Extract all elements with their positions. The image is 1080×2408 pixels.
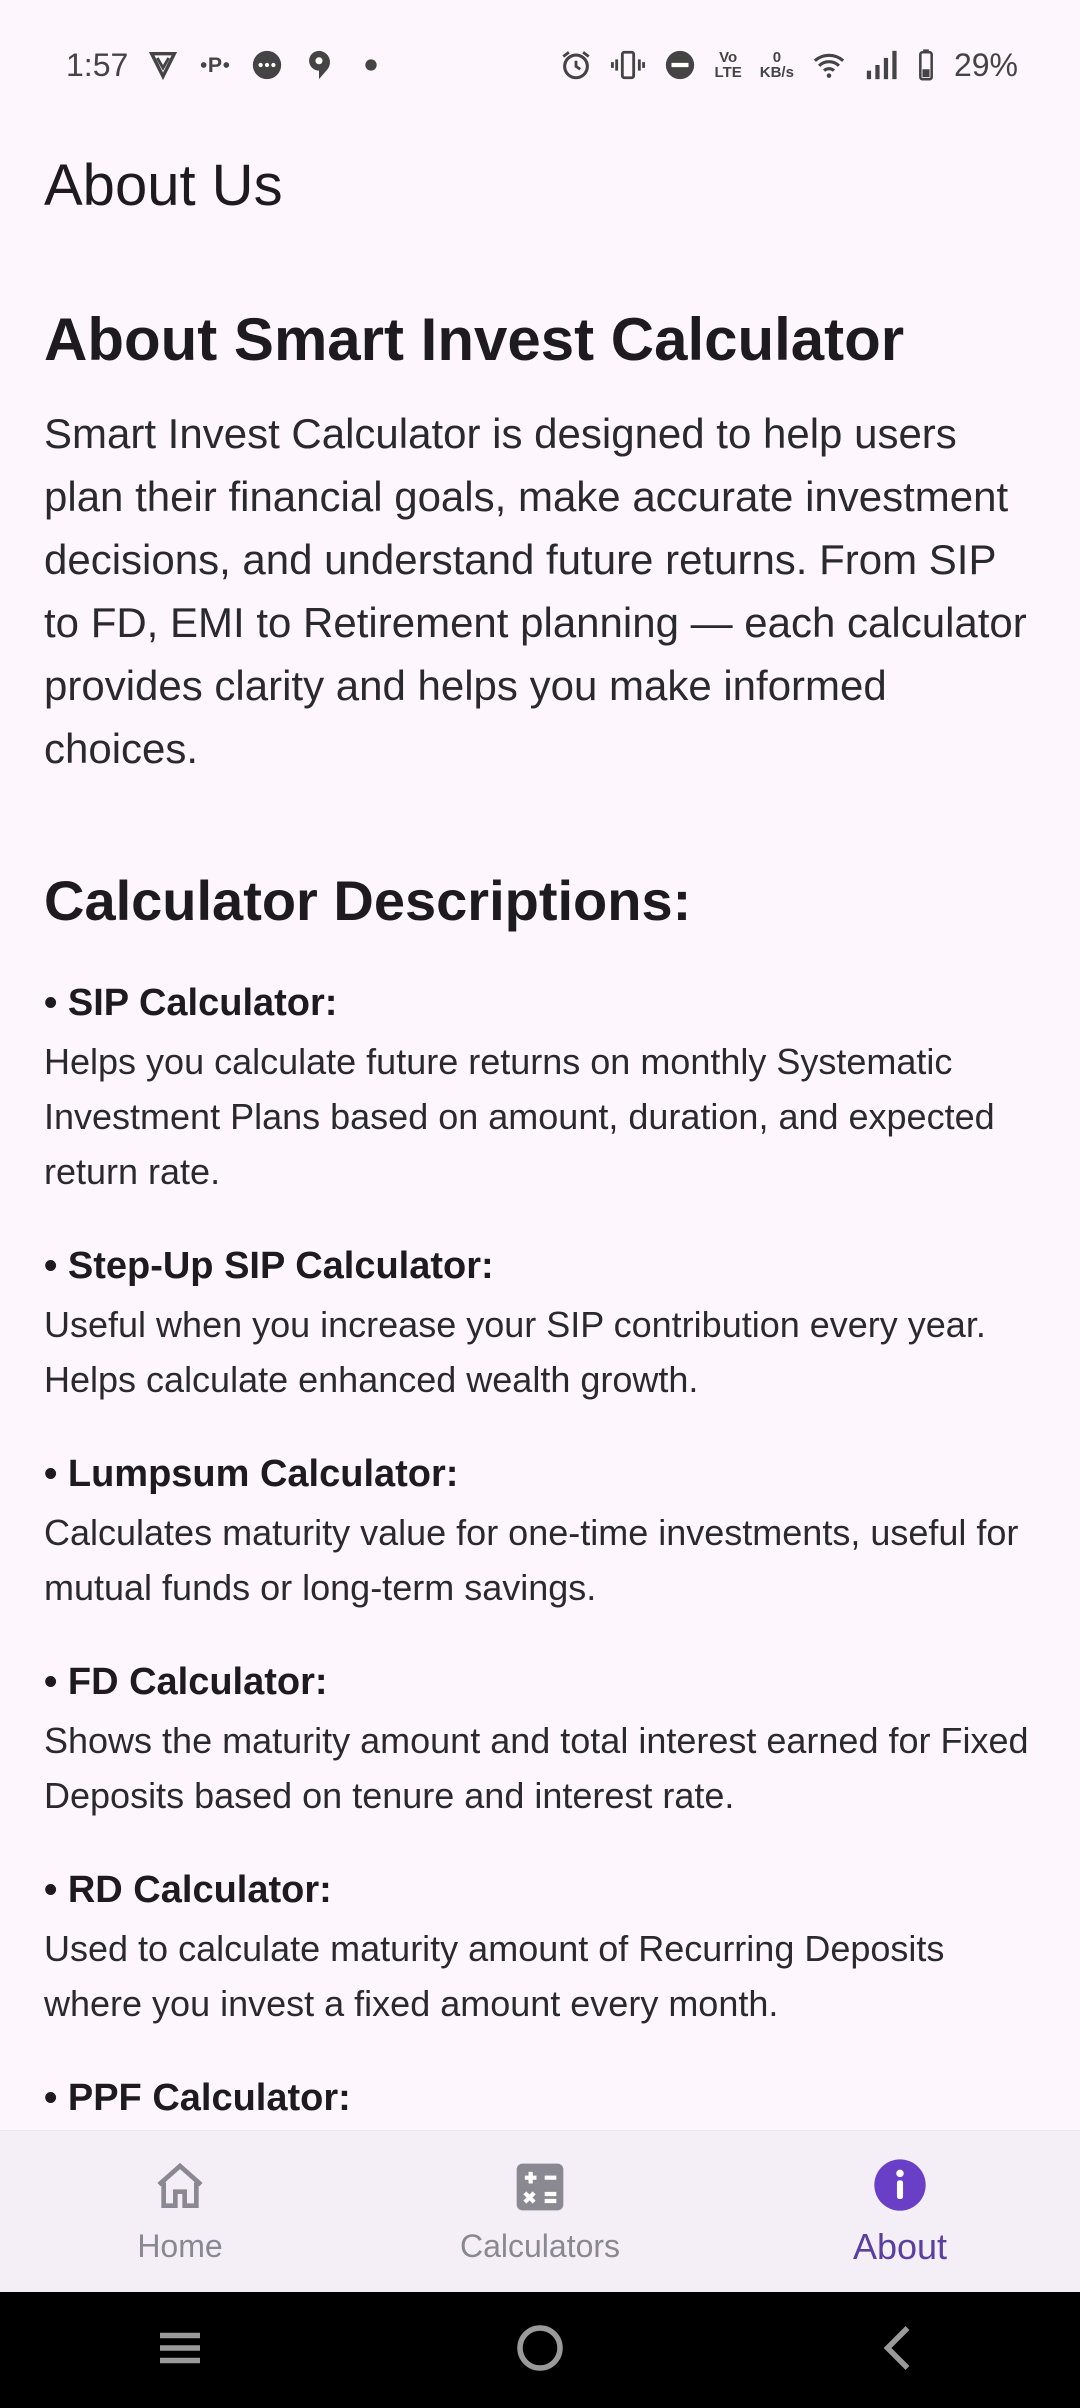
calculator-name: • FD Calculator: — [44, 1661, 328, 1703]
calculator-description: Calculates maturity value for one-time investments, useful for mutual funds or long-term savings. — [44, 1512, 1019, 1608]
status-bar — [0, 0, 1080, 130]
chat-bubble-icon — [250, 48, 284, 82]
vibrate-icon — [611, 48, 645, 82]
nav-label-about: About — [852, 2225, 948, 2267]
about-intro-text: Smart Invest Calculator is designed to help users plan their financial goals, make accurate investment decisions, and understand future returns. From SIP to FD, EMI to Retirement planning — each calculator provides clarity and helps you make informed choices. — [44, 410, 1027, 772]
list-item-fd — [44, 1657, 1036, 1823]
calculator-description: Useful when you increase your SIP contribution every year. Helps calculate enhanced wealth growth. — [44, 1304, 986, 1400]
svg-text:P: P — [208, 53, 223, 78]
system-navigation-bar — [0, 2292, 1080, 2408]
menu-icon — [150, 2318, 210, 2378]
calculator-name: • PPF Calculator: — [44, 2077, 351, 2119]
wifi-icon — [812, 48, 846, 82]
list-item-step-up-sip — [44, 1241, 1036, 1407]
calculator-icon — [512, 2159, 568, 2220]
home-icon — [152, 2159, 208, 2220]
alarm-icon — [559, 48, 593, 82]
nav-label-home: Home — [137, 2228, 223, 2264]
back-chevron-icon — [870, 2318, 930, 2378]
network-speed-value: 0 — [772, 49, 782, 66]
more-notifications-dot-icon — [354, 48, 388, 82]
circle-home-icon — [510, 2318, 570, 2378]
network-speed-unit: KB/s — [759, 64, 794, 81]
paytm-icon — [198, 48, 232, 82]
battery-percent: 29% — [953, 46, 1018, 83]
calculator-descriptions-list — [44, 978, 1036, 2184]
calculator-description: Used to calculate maturity amount of Recurring Deposits where you invest a fixed amount every month. — [44, 1928, 945, 2024]
list-item-sip — [44, 978, 1036, 1199]
nav-item-calculators[interactable] — [360, 2131, 720, 2293]
network-speed — [760, 50, 794, 80]
cell-signal-icon — [864, 48, 898, 82]
volte-bottom-text: LTE — [714, 64, 742, 81]
calculator-name: • Lumpsum Calculator: — [44, 1453, 459, 1495]
vpn-shield-icon — [146, 48, 180, 82]
recent-apps-button[interactable] — [150, 2318, 210, 2383]
page-title: About Us — [44, 152, 283, 218]
top-app-bar — [0, 130, 1080, 240]
status-left — [66, 47, 388, 84]
calculator-description: Shows the maturity amount and total interest earned for Fixed Deposits based on tenure and interest rate. — [44, 1720, 1029, 1816]
calculator-name: • SIP Calculator: — [44, 982, 338, 1024]
descriptions-heading: Calculator Descriptions: — [44, 869, 692, 932]
calculator-name: • RD Calculator: — [44, 1869, 332, 1911]
app-notification-icon — [302, 48, 336, 82]
volte-indicator — [715, 50, 742, 80]
status-right — [559, 47, 1018, 84]
calculator-name: • Step-Up SIP Calculator: — [44, 1245, 494, 1287]
about-content-scroll[interactable] — [0, 240, 1080, 2130]
list-item-rd — [44, 1865, 1036, 2031]
list-item-lumpsum — [44, 1449, 1036, 1615]
nav-item-about[interactable] — [720, 2131, 1080, 2293]
nav-label-calculators: Calculators — [459, 2228, 621, 2264]
status-time: 1:57 — [66, 46, 129, 83]
info-icon — [872, 2157, 928, 2218]
nav-item-home[interactable] — [0, 2131, 360, 2293]
do-not-disturb-icon — [663, 48, 697, 82]
home-button[interactable] — [510, 2318, 570, 2383]
battery-icon — [916, 48, 936, 82]
bottom-navigation — [0, 2130, 1080, 2293]
back-button[interactable] — [870, 2318, 930, 2383]
calculator-description: Helps you calculate future returns on monthly Systematic Investment Plans based on amount, duration, and expected return rate. — [44, 1041, 995, 1192]
about-heading: About Smart Invest Calculator — [44, 306, 905, 373]
volte-top-text: Vo — [719, 49, 738, 66]
